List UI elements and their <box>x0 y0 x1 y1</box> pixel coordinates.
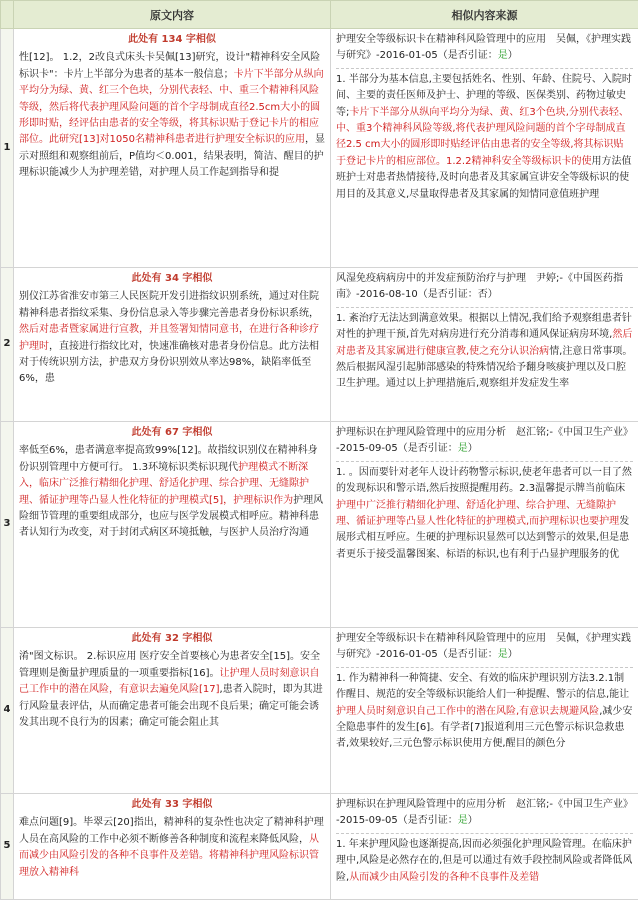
table-row <box>1 422 638 628</box>
source-citation[interactable] <box>336 32 633 69</box>
similar-source-cell <box>331 29 638 268</box>
source-citation[interactable] <box>336 631 633 668</box>
matched-text-segment: 从而减少由风险引发的各种不良事件及差错。将精神科护理风险标识管理放入精神科 <box>19 833 319 878</box>
text-segment: ，显示对照组和观察组前后，P值均＜0.001，结果表明，简洁、醒目的护理标识能减少人为护理差错，对护理人员工作起到指导和提 <box>19 134 325 179</box>
text-segment: ，直接进行指纹比对，快速准确核对患者身份信息。此方法相对于传统识别方法，护患双方身份识别效从率达98%，缺陷率低至6%，患 <box>19 340 319 385</box>
source-text <box>336 671 633 753</box>
matched-text-segment: 然后对患者暨家属进行宣教，并且签署知情同意书，在进行各种诊疗护理时 <box>19 324 319 352</box>
matched-text-segment: 卡片下半部分从纵向平均分为绿、黄、红三个色块，分别代表轻、中、重三个精神科风险等级，然后将代表护理风险问题的首个字母制成直径2.5cm大小的圆形即时贴，经评估由患者的安全等级，将其标识贴于登记卡片的相应部位。 <box>19 68 324 146</box>
similarity-count: 此处有 67 字相似 <box>131 427 213 438</box>
text-segment: 1. 年来护理风险也逐渐提高,因而必须强化护理风险管理。在临床护理中,风险是必然存在的,但是可以通过有效手段控制风险或者降低风险, <box>336 838 633 883</box>
table-header-row <box>1 1 638 29</box>
similarity-count: 此处有 33 字相似 <box>131 799 213 810</box>
row-number: 1 <box>1 29 14 268</box>
source-text <box>336 72 633 203</box>
similar-source-cell <box>331 268 638 422</box>
source-meta: 《护理实践与研究》-2016-01-05（是否引证： <box>336 633 631 661</box>
similarity-count: 此处有 134 字相似 <box>128 34 216 45</box>
citation-close: ） <box>467 443 478 455</box>
original-content-cell <box>14 628 331 794</box>
text-segment: 性[12]。 1.2，2改良式床头卡吴佩[13]研究，设计"精神科安全风险标识卡"：卡片上半部分为患者的基本一般信息； <box>19 52 321 80</box>
text-segment: 率低至6%，患者满意率提高致99%[12]。故指纹识别仪在精神科身份识别管理中方便可行。 1.3环境标识类标识现代 <box>19 445 318 473</box>
similarity-count: 此处有 32 字相似 <box>131 633 213 644</box>
text-segment: 情,注意日常事项。然后根据风湿引起肺部感染的特殊情况给予翻身咳痰护理以及口腔卫生护理。通过以上护理措施后,观察组并发症发生率 <box>336 345 633 390</box>
matched-text-segment: 此研究[13]对1050名精神科患者进行护理安全标识的应用 <box>49 134 305 146</box>
source-title[interactable]: 护理标识在护理风险管理中的应用分析 赵汇铭;-《中国卫生产业》 <box>336 427 633 438</box>
text-segment: 1. 半部分为基本信息,主要包括姓名、性别、年龄、住院号、入院时间、主要的责任医师及护士、护理的等级、医保类别、药物过敏史等; <box>336 73 632 118</box>
table-row <box>1 628 638 794</box>
citation-close: ） <box>467 815 478 827</box>
source-citation[interactable] <box>336 425 633 462</box>
citation-close: ） <box>507 649 518 661</box>
original-text <box>19 815 325 881</box>
matched-text-segment: 护理中广泛推行精细化护理、舒适化护理、综合护理、无缝隙护理、循证护理等凸显人性化特征的护理模式,而护理标识也要护理 <box>336 499 620 528</box>
source-meta: -2016-08-10（是否引证：否） <box>356 289 498 301</box>
source-citation[interactable] <box>336 797 633 834</box>
original-content-cell <box>14 29 331 268</box>
text-segment: 1. 。因而要针对老年人设计药物警示标识,使老年患者可以一目了然的发现标识和警示语,然后按照提醒用药。2.3温馨提示牌当前临床 <box>336 466 632 495</box>
original-text <box>19 443 325 541</box>
table-row <box>1 268 638 422</box>
original-content-cell <box>14 422 331 628</box>
original-text <box>19 50 325 181</box>
similar-source-header: 相似内容来源 <box>331 1 638 29</box>
original-content-cell <box>14 794 331 900</box>
source-title[interactable]: 护理安全等级标识卡在精神科风险管理中的应用 吴佩， <box>336 633 586 644</box>
citation-flag: 是 <box>497 649 508 661</box>
text-segment: 1. 作为精神科一种简捷、安全、有效的临床护理识别方法3.2.1制作醒目、规范的安全等级标识能给人们一种提醒、警示的信息,能让 <box>336 672 630 701</box>
source-text <box>336 465 633 563</box>
index-column-header <box>1 1 14 29</box>
row-number: 2 <box>1 268 14 422</box>
original-content-header: 原文内容 <box>14 1 331 29</box>
text-segment: 别仪江苏省淮安市第三人民医院开发引进指纹识别系统，通过对住院精神科患者指纹采集、身份信息录入等步骤完善患者身份标识系统， <box>19 291 319 319</box>
source-meta: 《护理实践与研究》-2016-01-05（是否引证： <box>336 34 631 62</box>
citation-flag: 是 <box>457 443 468 455</box>
original-content-cell <box>14 268 331 422</box>
source-title[interactable]: 护理安全等级标识卡在精神科风险管理中的应用 吴佩， <box>336 34 586 45</box>
table-row <box>1 29 638 268</box>
text-segment: ,减少安全隐患事件的发生[6]。有学者[7]报道利用三元色警示标识急救患者,效果较好,三元色警示标识使用方便,醒目的颜色分 <box>336 705 633 750</box>
source-meta: -2015-09-05（是否引证： <box>336 815 458 827</box>
text-segment: 1. 紊治疗无法达到满意效果。根据以上情况,我们给予观察组患者针对性的护理干预,首先对病房进行充分消毒和通风保证病房环境, <box>336 312 632 341</box>
text-segment: 发展形式相互呼应。生硬的护理标识显然可以达到警示的效果,但是患者更乐于接受温馨图案、标语的标识,也有利于凸显护理服务的优 <box>336 516 630 560</box>
similar-source-cell <box>331 628 638 794</box>
citation-close: ） <box>507 50 518 62</box>
matched-text-segment: 然后对患者及其家属进行健康宣教,使之充分认识治病 <box>336 329 633 357</box>
row-number: 4 <box>1 628 14 794</box>
table-row <box>1 794 638 900</box>
similar-source-cell <box>331 794 638 900</box>
original-text <box>19 649 325 731</box>
similar-source-cell <box>331 422 638 628</box>
matched-text-segment: 卡片下半部分从纵向平均分为绿、黄、红3个色块,分别代表轻、中、重3个精神科风险等级,将代表护理风险问题的首个字母制成直径2.5 cm大小的圆形即时贴经评估由患者的安全等级,将其标识贴于登记卡片的相应部位。1.2.2精神科安全等级标识卡的使 <box>336 106 629 167</box>
source-title[interactable]: 护理标识在护理风险管理中的应用分析 赵汇铭;-《中国卫生产业》 <box>336 799 633 810</box>
source-citation[interactable] <box>336 271 633 308</box>
source-text <box>336 311 633 393</box>
original-text <box>19 289 325 387</box>
matched-text-segment: 护理人员时刻意识自己工作中的潜在风险,有意识去规避风险 <box>336 705 600 717</box>
matched-text-segment: 从而减少由风险引发的各种不良事件及差错 <box>349 871 540 883</box>
similarity-count: 此处有 34 字相似 <box>131 273 213 284</box>
matched-text-segment: 护理模式不断深入，临床广泛推行精细化护理、舒适化护理、综合护理、无缝隙护理、循证护理等凸显人性化特征的护理模式[5]，护理标识作为 <box>19 461 309 506</box>
text-segment: 难点问题[9]。毕翠云[20]指出，精神科的复杂性也决定了精神科护理人员在高风险的工作中必须不断修善各种制度和流程来降低风险， <box>19 817 324 845</box>
source-title[interactable]: 风湿免疫病病房中的并发症预防治疗与护理 尹婷;-《中国医药指南》 <box>336 273 623 301</box>
text-segment: 用方法值班护士对患者热情接待,及时向患者及其家属宣讲安全等级标识的使用目的及其意义,尽量取得患者及其家属的知情同意值班护理 <box>336 155 632 200</box>
source-text <box>336 837 633 886</box>
source-meta: -2015-09-05（是否引证： <box>336 443 458 455</box>
matched-text-segment: 让护理人员时刻意识自己工作中的潜在风险，有意识去遍免风险[17] <box>19 667 320 696</box>
text-segment: ,患者入院时，即为其进行风险量表评估，从而确定患者可能会出现不良后果；确定可能会诱发其出现不良行为的因素；确定可能会阻止其 <box>19 684 323 729</box>
row-number: 3 <box>1 422 14 628</box>
row-number: 5 <box>1 794 14 900</box>
citation-flag: 是 <box>497 50 508 62</box>
text-segment: 护理风险细节管理的重要组成部分，也应与医学发展模式相呼应。精神科患者认知行为改变，对于封闭式病区环境抵触，与医护人员治疗沟通 <box>19 494 324 539</box>
citation-flag: 是 <box>457 815 468 827</box>
text-segment: 淆"图文标识。 2.标识应用 医疗安全首要核心为患者安全[15]。安全管理则是衡量护理质量的一项重要指标[16]。 <box>19 651 321 679</box>
